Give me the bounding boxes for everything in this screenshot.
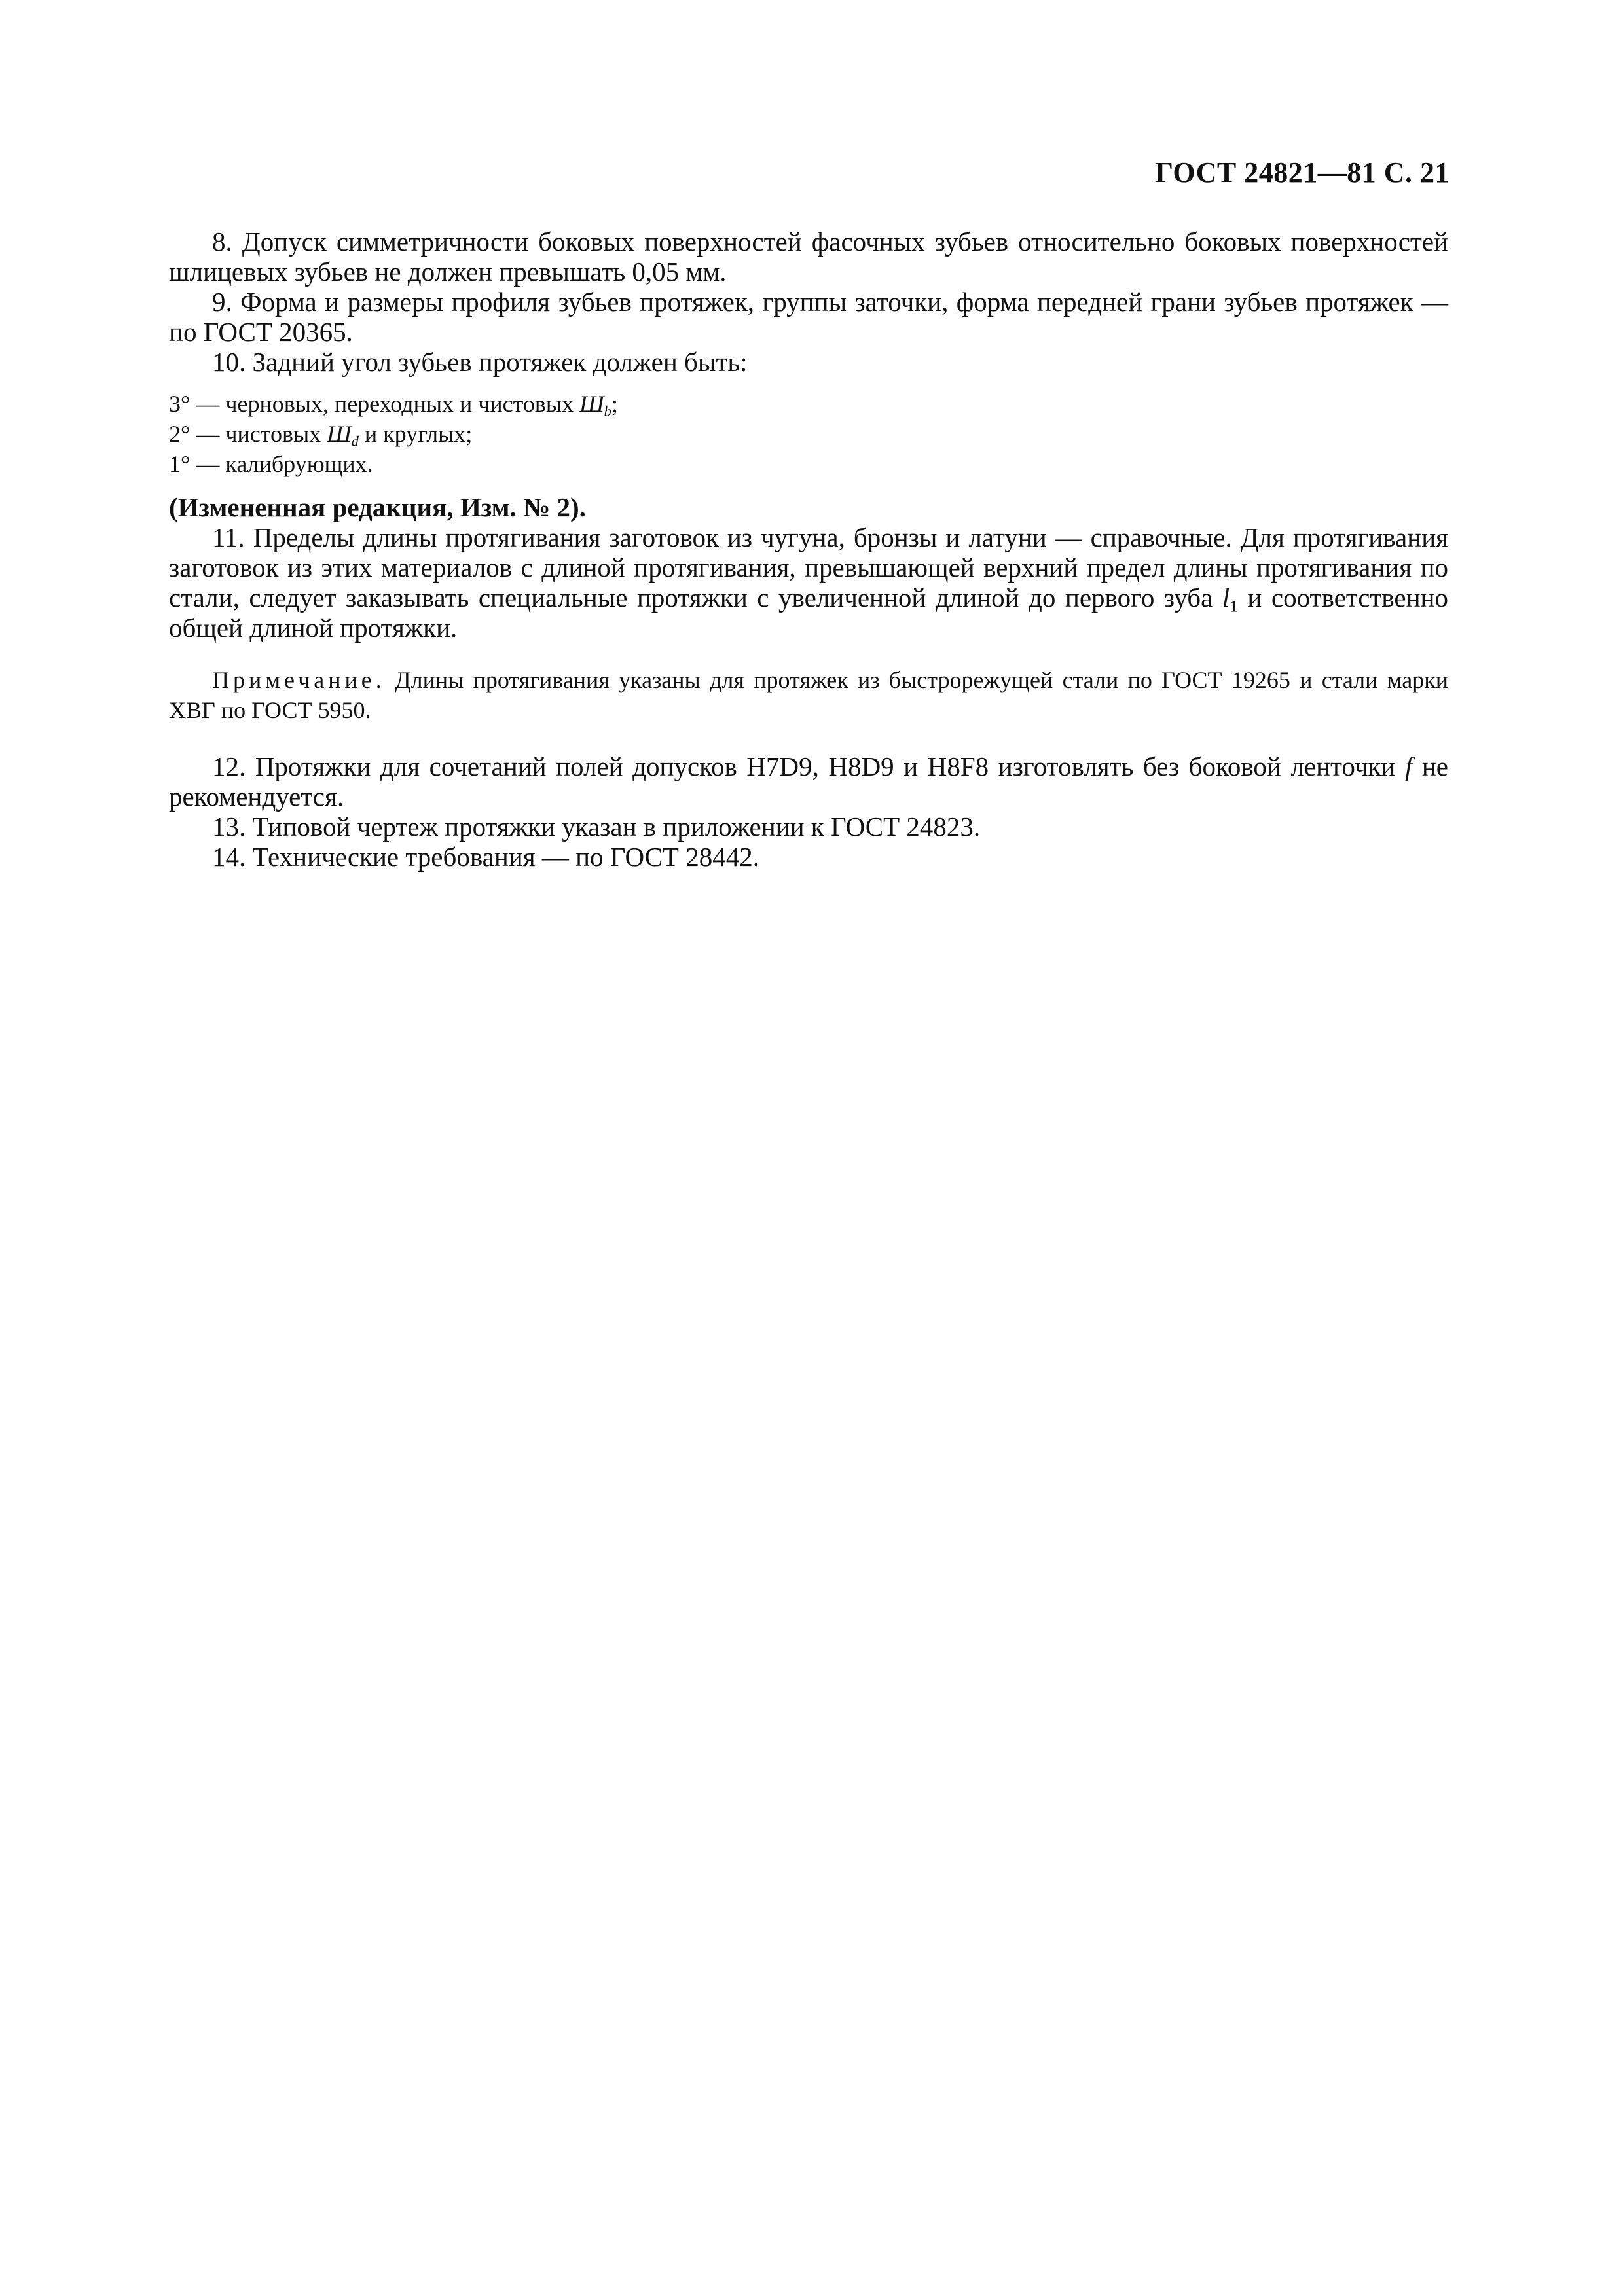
paragraph-14: 14. Технические требования — по ГОСТ 28442. xyxy=(212,842,759,872)
note-paragraph: Примечание. Длины протягивания указаны для протяжек из быстрорежущей стали по ГОСТ 19265 и стали марки ХВГ по ГОСТ 5950. xyxy=(169,667,1448,723)
document-body xyxy=(169,226,1448,872)
paragraph-9: 9. Форма и размеры профиля зубьев протяжек, группы заточки, форма передней грани зубьев протяжек — по ГОСТ 20365. xyxy=(169,287,1448,347)
angle-list xyxy=(169,389,1448,479)
paragraph-13: 13. Типовой чертеж протяжки указан в приложении к ГОСТ 24823. xyxy=(212,812,981,842)
page-header: ГОСТ 24821—81 С. 21 xyxy=(1154,156,1450,188)
list-item: 3° — черновых, переходных и чистовых $Ш_b$; xyxy=(169,391,618,420)
paragraph-12: 12. Протяжки для сочетаний полей допусков H7D9, H8D9 и H8F8 изготовлять без боковой ленточки f не рекомендуется. xyxy=(169,751,1449,812)
list-item: 2° — чистовых $Ш_d$ и круглых; xyxy=(169,421,473,450)
note-label: Примечание. xyxy=(212,667,386,693)
list-item: 1° — калибрующих. xyxy=(169,451,373,477)
paragraph-8: 8. Допуск симметричности боковых поверхностей фасочных зубьев относительно боковых поверхностей шлицевых зубьев не должен превышать 0,05 мм. xyxy=(169,226,1448,287)
paragraph-11: 11. Пределы длины протягивания заготовок из чугуна, бронзы и латуни — справочные. Для протягивания заготовок из этих материалов с длиной протягивания, превышающей верхний предел длины протягивания по стали, следует заказывать специальные протяжки с увеличенной длиной до первого зуба $l_1$ и соответственно общей длиной протяжки. xyxy=(169,522,1448,643)
paragraph-10: 10. Задний угол зубьев протяжек должен быть: xyxy=(212,347,748,377)
amendment-note: (Измененная редакция, Изм. № 2). xyxy=(169,492,586,522)
